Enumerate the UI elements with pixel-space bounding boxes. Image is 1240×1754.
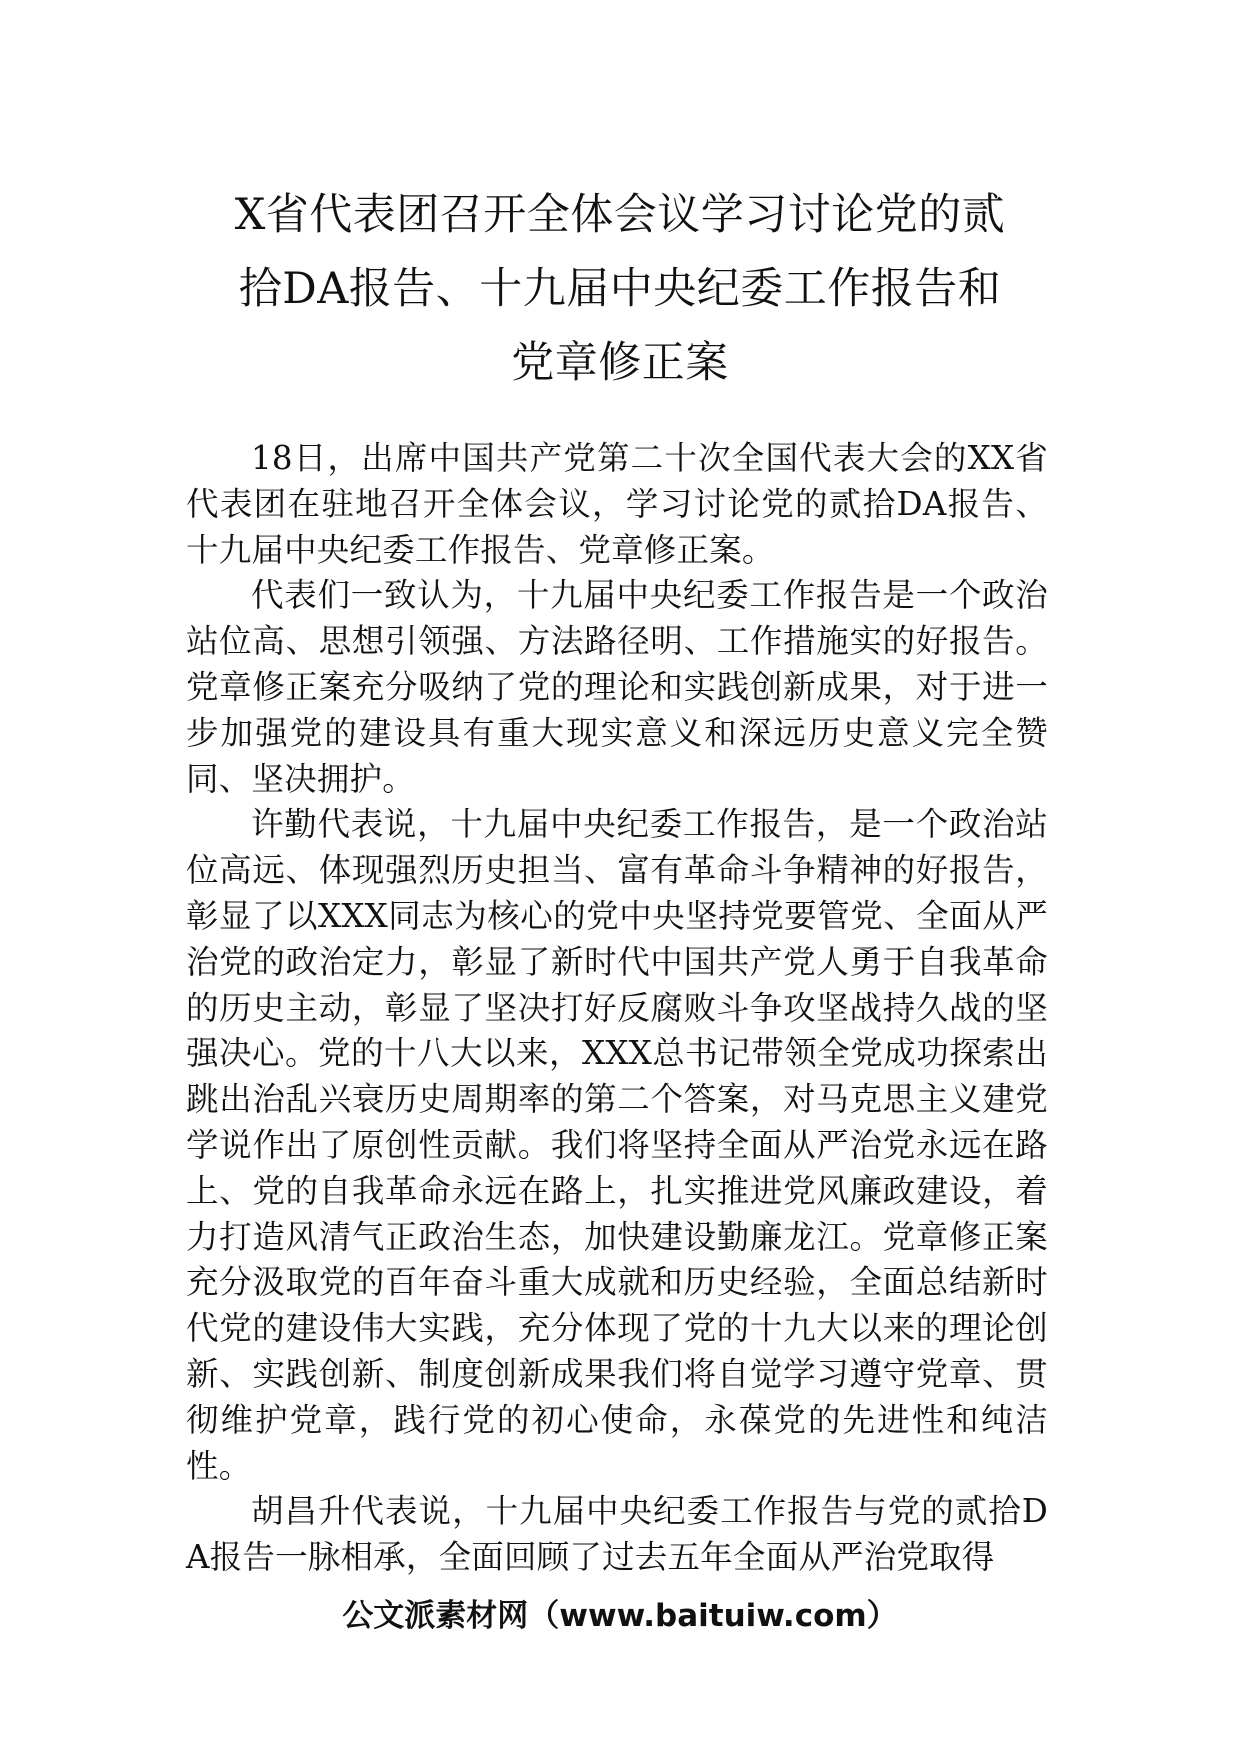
- paragraph: 胡昌升代表说，十九届中央纪委工作报告与党的贰拾DA报告一脉相承，全面回顾了过去五年全面从严治党取得: [186, 1492, 1048, 1577]
- title-line: 拾DA报告、十九届中央纪委工作报告和: [238, 264, 1002, 314]
- paragraph: 代表们一致认为，十九届中央纪委工作报告是一个政治站位高、思想引领强、方法路径明、工作措施实的好报告。党章修正案充分吸纳了党的理论和实践创新成果，对于进一步加强党的建设具有重大现实意义和深远历史意义完全赞同、坚决拥护。: [186, 576, 1048, 798]
- footer-watermark: 公文派素材网（www.baituiw.com）: [342, 1598, 898, 1634]
- paragraph: 18日，出席中国共产党第二十次全国代表大会的XX省代表团在驻地召开全体会议，学习讨论党的贰拾DA报告、十九届中央纪委工作报告、党章修正案。: [186, 439, 1048, 569]
- title-line: X省代表团召开全体会议学习讨论党的贰: [234, 190, 1006, 240]
- title-line: 党章修正案: [511, 338, 729, 388]
- document-title: [190, 178, 1050, 400]
- document-body: [186, 436, 1048, 1581]
- paragraph: 许勤代表说，十九届中央纪委工作报告，是一个政治站位高远、体现强烈历史担当、富有革命斗争精神的好报告，彰显了以XXX同志为核心的党中央坚持党要管党、全面从严治党的政治定力，彰显了新时代中国共产党人勇于自我革命的历史主动，彰显了坚决打好反腐败斗争攻坚战持久战的坚强决心。党的十八大以来，XXX总书记带领全党成功探索出跳出治乱兴衰历史周期率的第二个答案，对马克思主义建党学说作出了原创性贡献。我们将坚持全面从严治党永远在路上、党的自我革命永远在路上，扎实推进党风廉政建设，着力打造风清气正政治生态，加快建设勤廉龙江。党章修正案充分汲取党的百年奋斗重大成就和历史经验，全面总结新时代党的建设伟大实践，充分体现了党的十九大以来的理论创新、实践创新、制度创新成果我们将自觉学习遵守党章、贯彻维护党章，践行党的初心使命，永葆党的先进性和纯洁性。: [186, 805, 1048, 1485]
